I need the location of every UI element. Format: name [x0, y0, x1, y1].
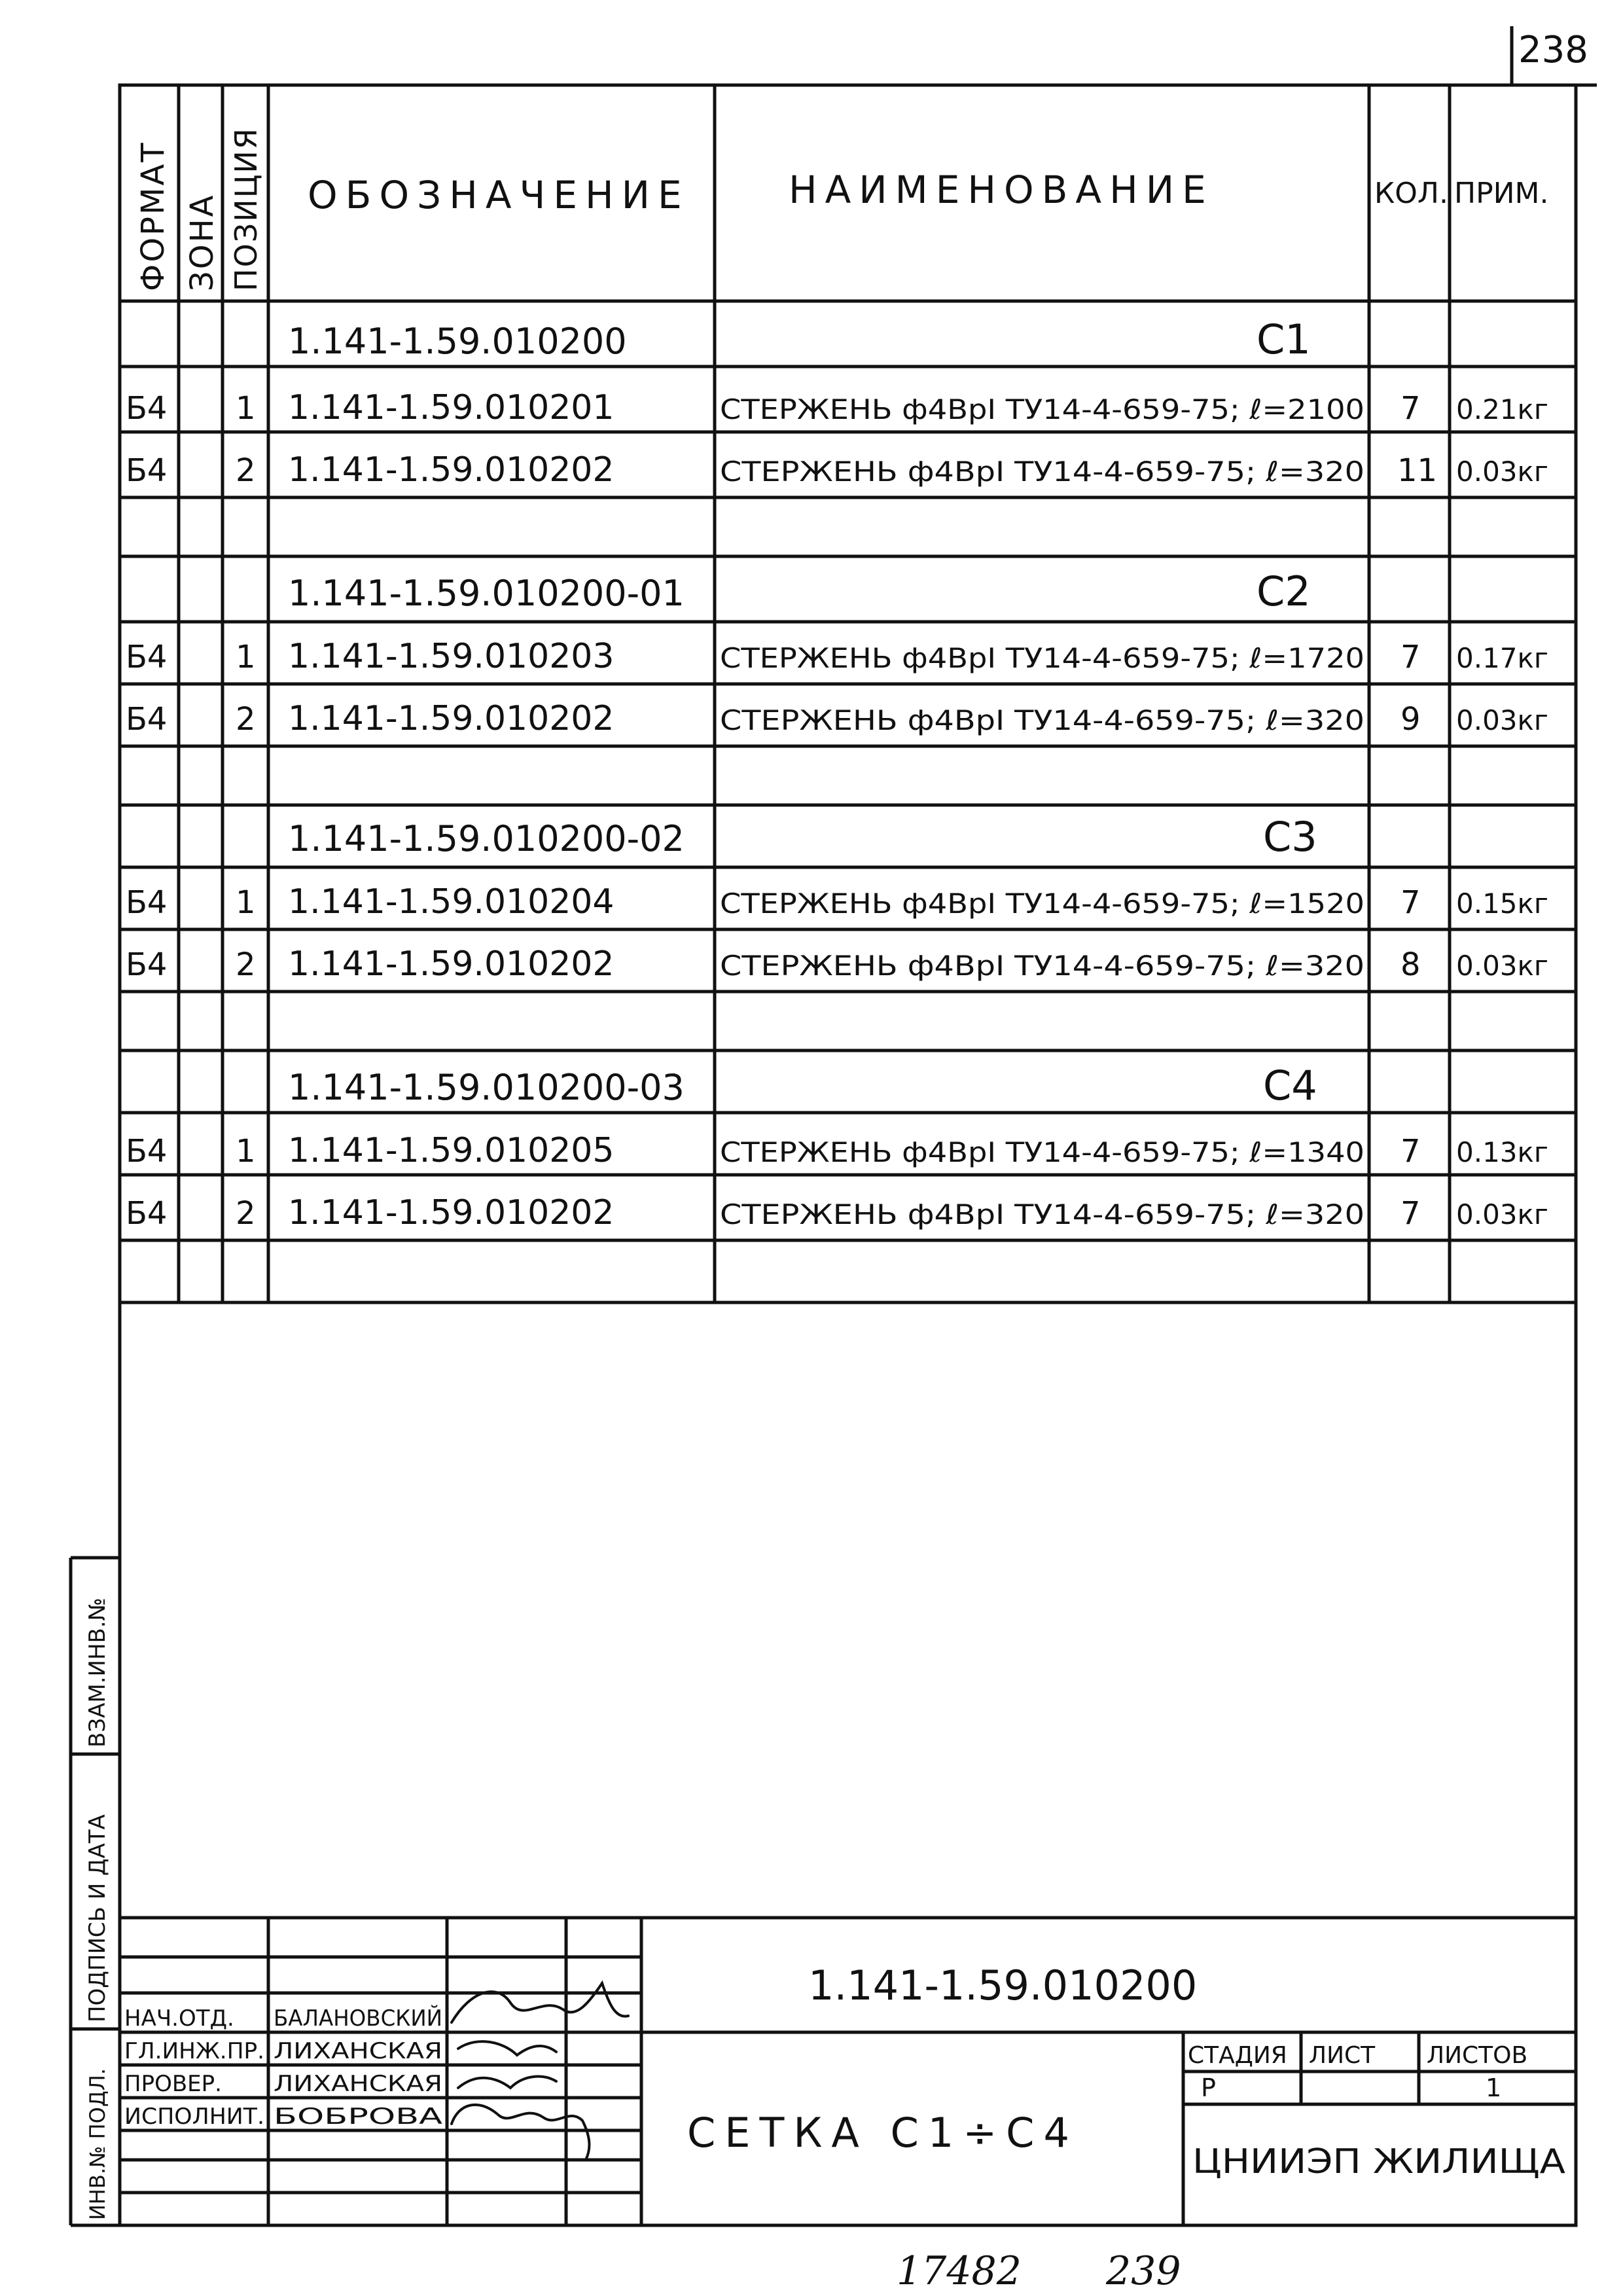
cell-qty: 7: [1400, 639, 1421, 675]
assembly-mark: С4: [1263, 1062, 1317, 1109]
assembly-designation: 1.141-1.59.010200-03: [288, 1067, 685, 1108]
signature-scribble: [458, 2041, 556, 2055]
cell-position: 1: [236, 390, 256, 427]
header-qty: КОЛ.: [1374, 177, 1448, 210]
assembly-mark: С2: [1257, 567, 1311, 615]
cell-format: Б4: [126, 701, 168, 738]
page-number: 238: [1518, 29, 1588, 71]
table-row: [126, 1193, 1548, 1232]
signature-row: [124, 2071, 442, 2097]
role-label: ПРОВЕР.: [124, 2071, 222, 2097]
cell-name: СТЕРЖЕНЬ ф4ВрI ТУ14-4-659-75; ℓ=320: [720, 704, 1364, 736]
cell-format: Б4: [126, 390, 168, 427]
side-label-sign-date: ПОДПИСЬ И ДАТА: [84, 1814, 111, 2022]
cell-position: 1: [236, 1133, 256, 1170]
role-name: ЛИХАНСКАЯ: [274, 2071, 442, 2097]
cell-designation: 1.141-1.59.010203: [288, 637, 615, 676]
cell-designation: 1.141-1.59.010202: [288, 944, 615, 984]
doc-number: 1.141-1.59.010200: [808, 1962, 1198, 2009]
cell-qty: 7: [1400, 884, 1421, 921]
cell-qty: 7: [1400, 1133, 1421, 1170]
cell-designation: 1.141-1.59.010205: [288, 1131, 615, 1170]
footer-mark: 17482: [897, 2248, 1022, 2294]
header-note: ПРИМ.: [1454, 177, 1549, 210]
role-label: ИСПОЛНИТ.: [124, 2104, 264, 2130]
signature-row: [124, 2005, 450, 2032]
spec-group: [126, 567, 1548, 738]
cell-position: 1: [236, 639, 256, 675]
header-zone: ЗОНА: [184, 193, 221, 291]
role-label: ГЛ.ИНЖ.ПР.: [124, 2038, 264, 2064]
cell-format: Б4: [126, 946, 168, 983]
cell-name: СТЕРЖЕНЬ ф4ВрI ТУ14-4-659-75; ℓ=1340: [720, 1136, 1364, 1168]
organization-name: ЦНИИЭП ЖИЛИЩА: [1192, 2142, 1566, 2181]
cell-designation: 1.141-1.59.010201: [288, 388, 615, 427]
signature-scribble: [458, 2077, 556, 2088]
cell-position: 2: [236, 452, 256, 489]
header-format: ФОРМАТ: [135, 141, 171, 291]
table-row: [126, 388, 1548, 427]
cell-note: 0.13кг: [1456, 1136, 1548, 1168]
cell-note: 0.03кг: [1456, 456, 1548, 488]
cell-qty: 11: [1397, 452, 1438, 489]
header-designation: ОБОЗНАЧЕНИЕ: [308, 173, 690, 217]
doc-title: СЕТКА С1÷С4: [687, 2109, 1079, 2157]
footer-mark: 239: [1106, 2248, 1181, 2294]
cell-format: Б4: [126, 1133, 168, 1170]
signature-scribble: [452, 2105, 589, 2160]
spec-group: [126, 315, 1548, 490]
cell-note: 0.03кг: [1456, 1198, 1548, 1230]
role-name: ЛИХАНСКАЯ: [274, 2038, 442, 2064]
header-position: ПОЗИЦИЯ: [228, 127, 264, 291]
cell-designation: 1.141-1.59.010202: [288, 699, 615, 738]
signature-scribble: [452, 1983, 628, 2022]
cell-qty: 7: [1400, 390, 1421, 427]
stage-value: Р: [1201, 2073, 1216, 2102]
cell-note: 0.15кг: [1456, 888, 1548, 920]
cell-position: 2: [236, 946, 256, 983]
cell-format: Б4: [126, 884, 168, 921]
cell-format: Б4: [126, 1195, 168, 1232]
cell-qty: 8: [1400, 946, 1421, 983]
sheets-label: ЛИСТОВ: [1427, 2042, 1528, 2069]
side-label-inv-podl: ИНВ.№ ПОДЛ.: [85, 2068, 110, 2220]
cell-name: СТЕРЖЕНЬ ф4ВрI ТУ14-4-659-75; ℓ=320: [720, 950, 1364, 982]
cell-position: 2: [236, 1195, 256, 1232]
cell-format: Б4: [126, 452, 168, 489]
cell-name: СТЕРЖЕНЬ ф4ВрI ТУ14-4-659-75; ℓ=1720: [720, 642, 1364, 674]
role-name: БОБРОВА: [274, 2104, 442, 2130]
table-row: [126, 637, 1548, 676]
table-row: [126, 944, 1548, 984]
table-row: [126, 882, 1548, 922]
cell-format: Б4: [126, 639, 168, 675]
role-label: НАЧ.ОТД.: [124, 2005, 234, 2032]
side-label-vzam-inv: ВЗАМ.ИНВ.№: [84, 1597, 111, 1748]
cell-note: 0.21кг: [1456, 393, 1548, 425]
cell-name: СТЕРЖЕНЬ ф4ВрI ТУ14-4-659-75; ℓ=320: [720, 1198, 1364, 1230]
assembly-mark: С1: [1257, 315, 1311, 363]
spec-group: [126, 813, 1548, 984]
table-row: [126, 1131, 1548, 1170]
assembly-designation: 1.141-1.59.010200-02: [288, 818, 685, 859]
cell-designation: 1.141-1.59.010204: [288, 882, 615, 922]
cell-position: 2: [236, 701, 256, 738]
header-name: НАИМЕНОВАНИЕ: [789, 168, 1214, 212]
table-row: [126, 450, 1548, 490]
cell-qty: 7: [1400, 1195, 1421, 1232]
cell-note: 0.03кг: [1456, 950, 1548, 982]
table-row: [126, 699, 1548, 738]
cell-name: СТЕРЖЕНЬ ф4ВрI ТУ14-4-659-75; ℓ=1520: [720, 888, 1364, 920]
sheets-value: 1: [1486, 2073, 1502, 2102]
spec-group: [126, 1062, 1548, 1232]
cell-position: 1: [236, 884, 256, 921]
cell-note: 0.03кг: [1456, 704, 1548, 736]
signature-row: [124, 2104, 442, 2130]
sheet-label: ЛИСТ: [1309, 2042, 1376, 2069]
role-name: БАЛАНОВСКИЙ: [274, 2005, 450, 2032]
assembly-designation: 1.141-1.59.010200: [288, 321, 627, 362]
stage-label: СТАДИЯ: [1188, 2042, 1287, 2069]
cell-designation: 1.141-1.59.010202: [288, 1193, 615, 1232]
cell-name: СТЕРЖЕНЬ ф4ВрI ТУ14-4-659-75; ℓ=2100: [720, 393, 1364, 425]
cell-qty: 9: [1400, 701, 1421, 738]
cell-name: СТЕРЖЕНЬ ф4ВрI ТУ14-4-659-75; ℓ=320: [720, 456, 1364, 488]
cell-note: 0.17кг: [1456, 642, 1548, 674]
signature-row: [124, 2038, 442, 2064]
assembly-mark: С3: [1263, 813, 1317, 861]
cell-designation: 1.141-1.59.010202: [288, 450, 615, 490]
assembly-designation: 1.141-1.59.010200-01: [288, 573, 685, 614]
